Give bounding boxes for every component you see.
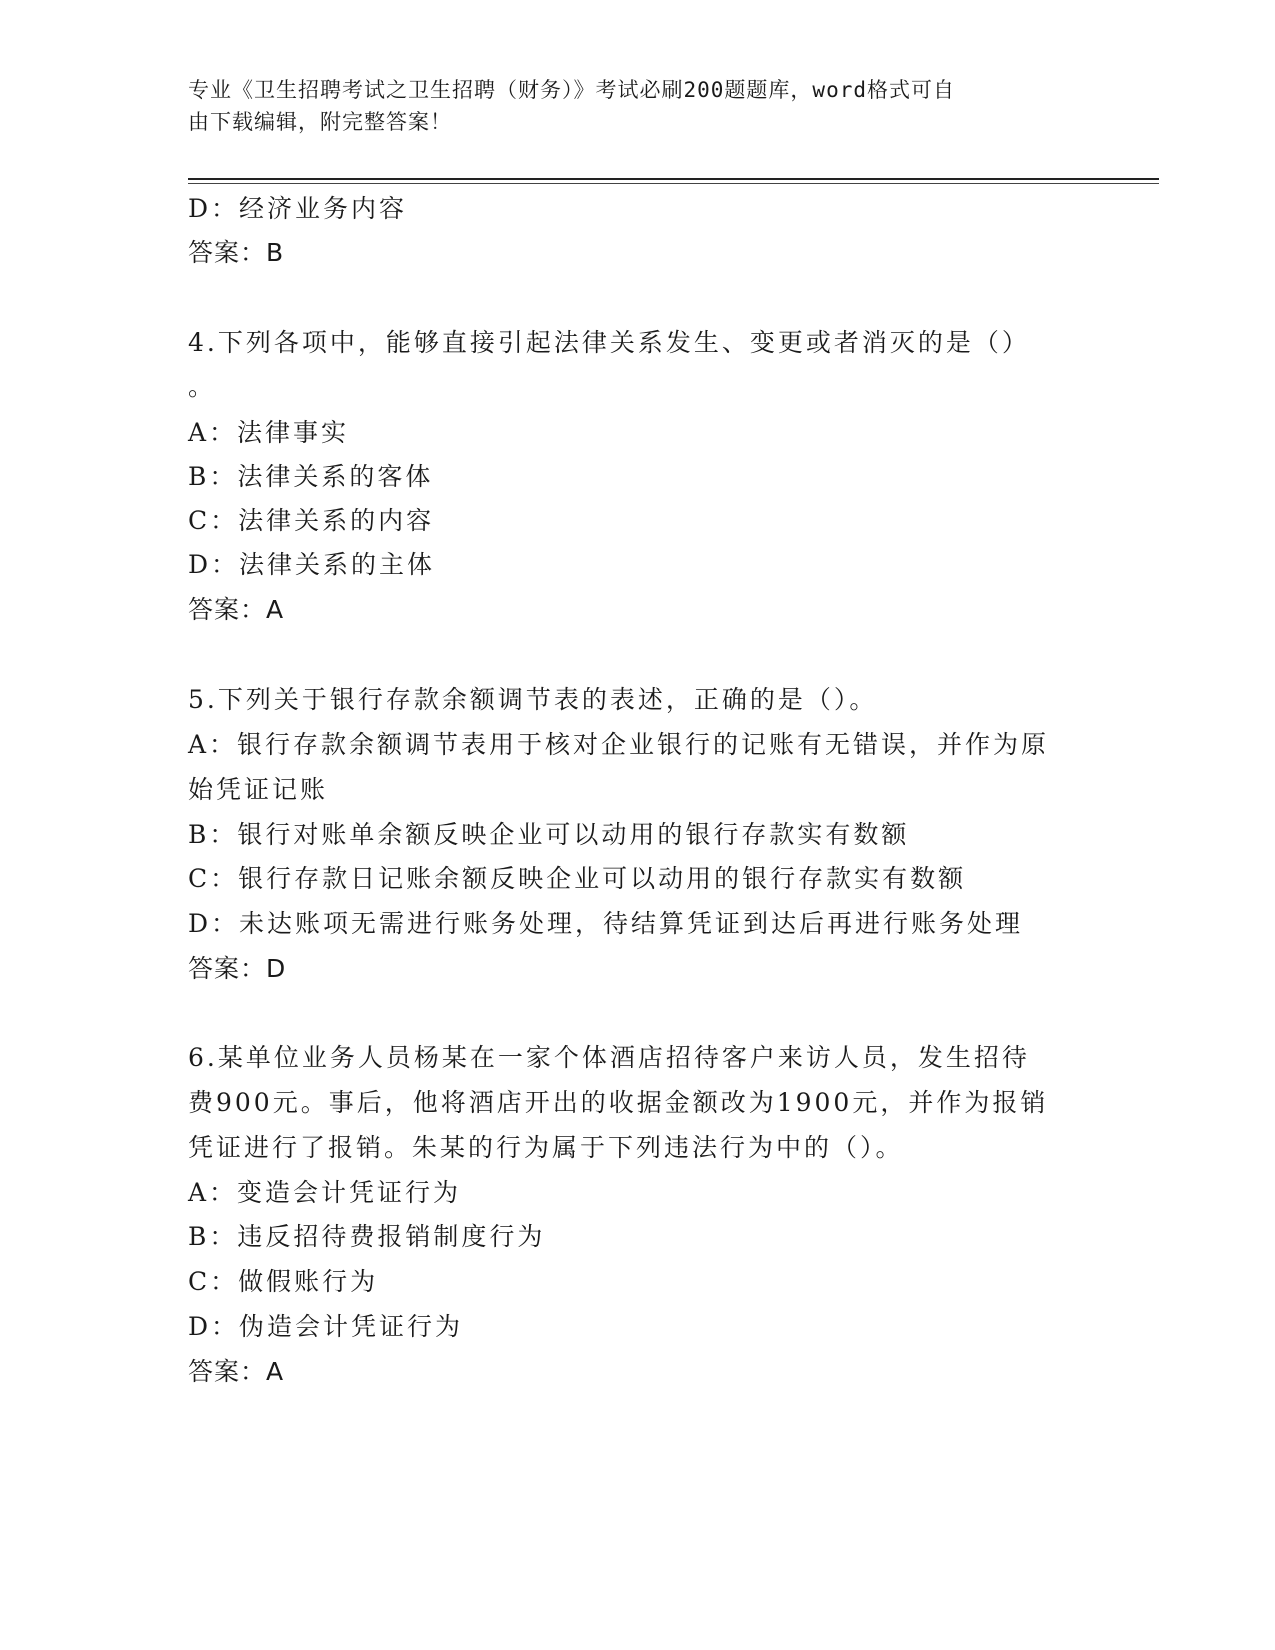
- q5-option-a-line-1: A：银行存款余额调节表用于核对企业银行的记账有无错误，并作为原: [188, 730, 1050, 759]
- q5-option-b: B：银行对账单余额反映企业可以动用的银行存款实有数额: [188, 820, 910, 849]
- q5-stem: 5.下列关于银行存款余额调节表的表述，正确的是（）。: [188, 685, 878, 714]
- q6-answer: 答案：A: [188, 1357, 285, 1386]
- document-header: [188, 74, 1088, 138]
- q6-option-d: D：伪造会计凭证行为: [188, 1312, 464, 1341]
- header-rule-thick: [188, 178, 1159, 180]
- q4-option-b: B：法律关系的客体: [188, 462, 434, 491]
- q6-stem-line-2: 费900元。事后，他将酒店开出的收据金额改为1900元，并作为报销: [188, 1088, 1049, 1117]
- q6-option-b: B：违反招待费报销制度行为: [188, 1222, 546, 1251]
- q4-option-a: A：法律事实: [188, 418, 350, 447]
- q3-answer: 答案：B: [188, 238, 285, 267]
- q5-answer: 答案：D: [188, 954, 287, 983]
- header-line-2: 由下载编辑，附完整答案！: [188, 110, 452, 134]
- q3-option-d: D：经济业务内容: [188, 194, 408, 223]
- q5-option-a-line-2: 始凭证记账: [188, 775, 329, 804]
- q4-answer: 答案：A: [188, 595, 285, 624]
- q6-stem-line-1: 6.某单位业务人员杨某在一家个体酒店招待客户来访人员，发生招待: [188, 1043, 1030, 1072]
- header-rule-thin: [188, 183, 1159, 184]
- q4-stem-line-2: 。: [188, 372, 217, 401]
- q5-option-d: D：未达账项无需进行账务处理，待结算凭证到达后再进行账务处理: [188, 909, 1024, 938]
- q5-option-c: C：银行存款日记账余额反映企业可以动用的银行存款实有数额: [188, 864, 967, 893]
- q4-option-c: C：法律关系的内容: [188, 506, 435, 535]
- q6-stem-line-3: 凭证进行了报销。朱某的行为属于下列违法行为中的（）。: [188, 1133, 904, 1162]
- q6-option-a: A：变造会计凭证行为: [188, 1178, 462, 1207]
- q4-stem-line-1: 4.下列各项中，能够直接引起法律关系发生、变更或者消灭的是（）: [188, 328, 1030, 357]
- q6-option-c: C：做假账行为: [188, 1267, 379, 1296]
- q4-option-d: D：法律关系的主体: [188, 550, 436, 579]
- header-line-1: 专业《卫生招聘考试之卫生招聘（财务）》考试必刷200题题库，word格式可自: [188, 78, 955, 102]
